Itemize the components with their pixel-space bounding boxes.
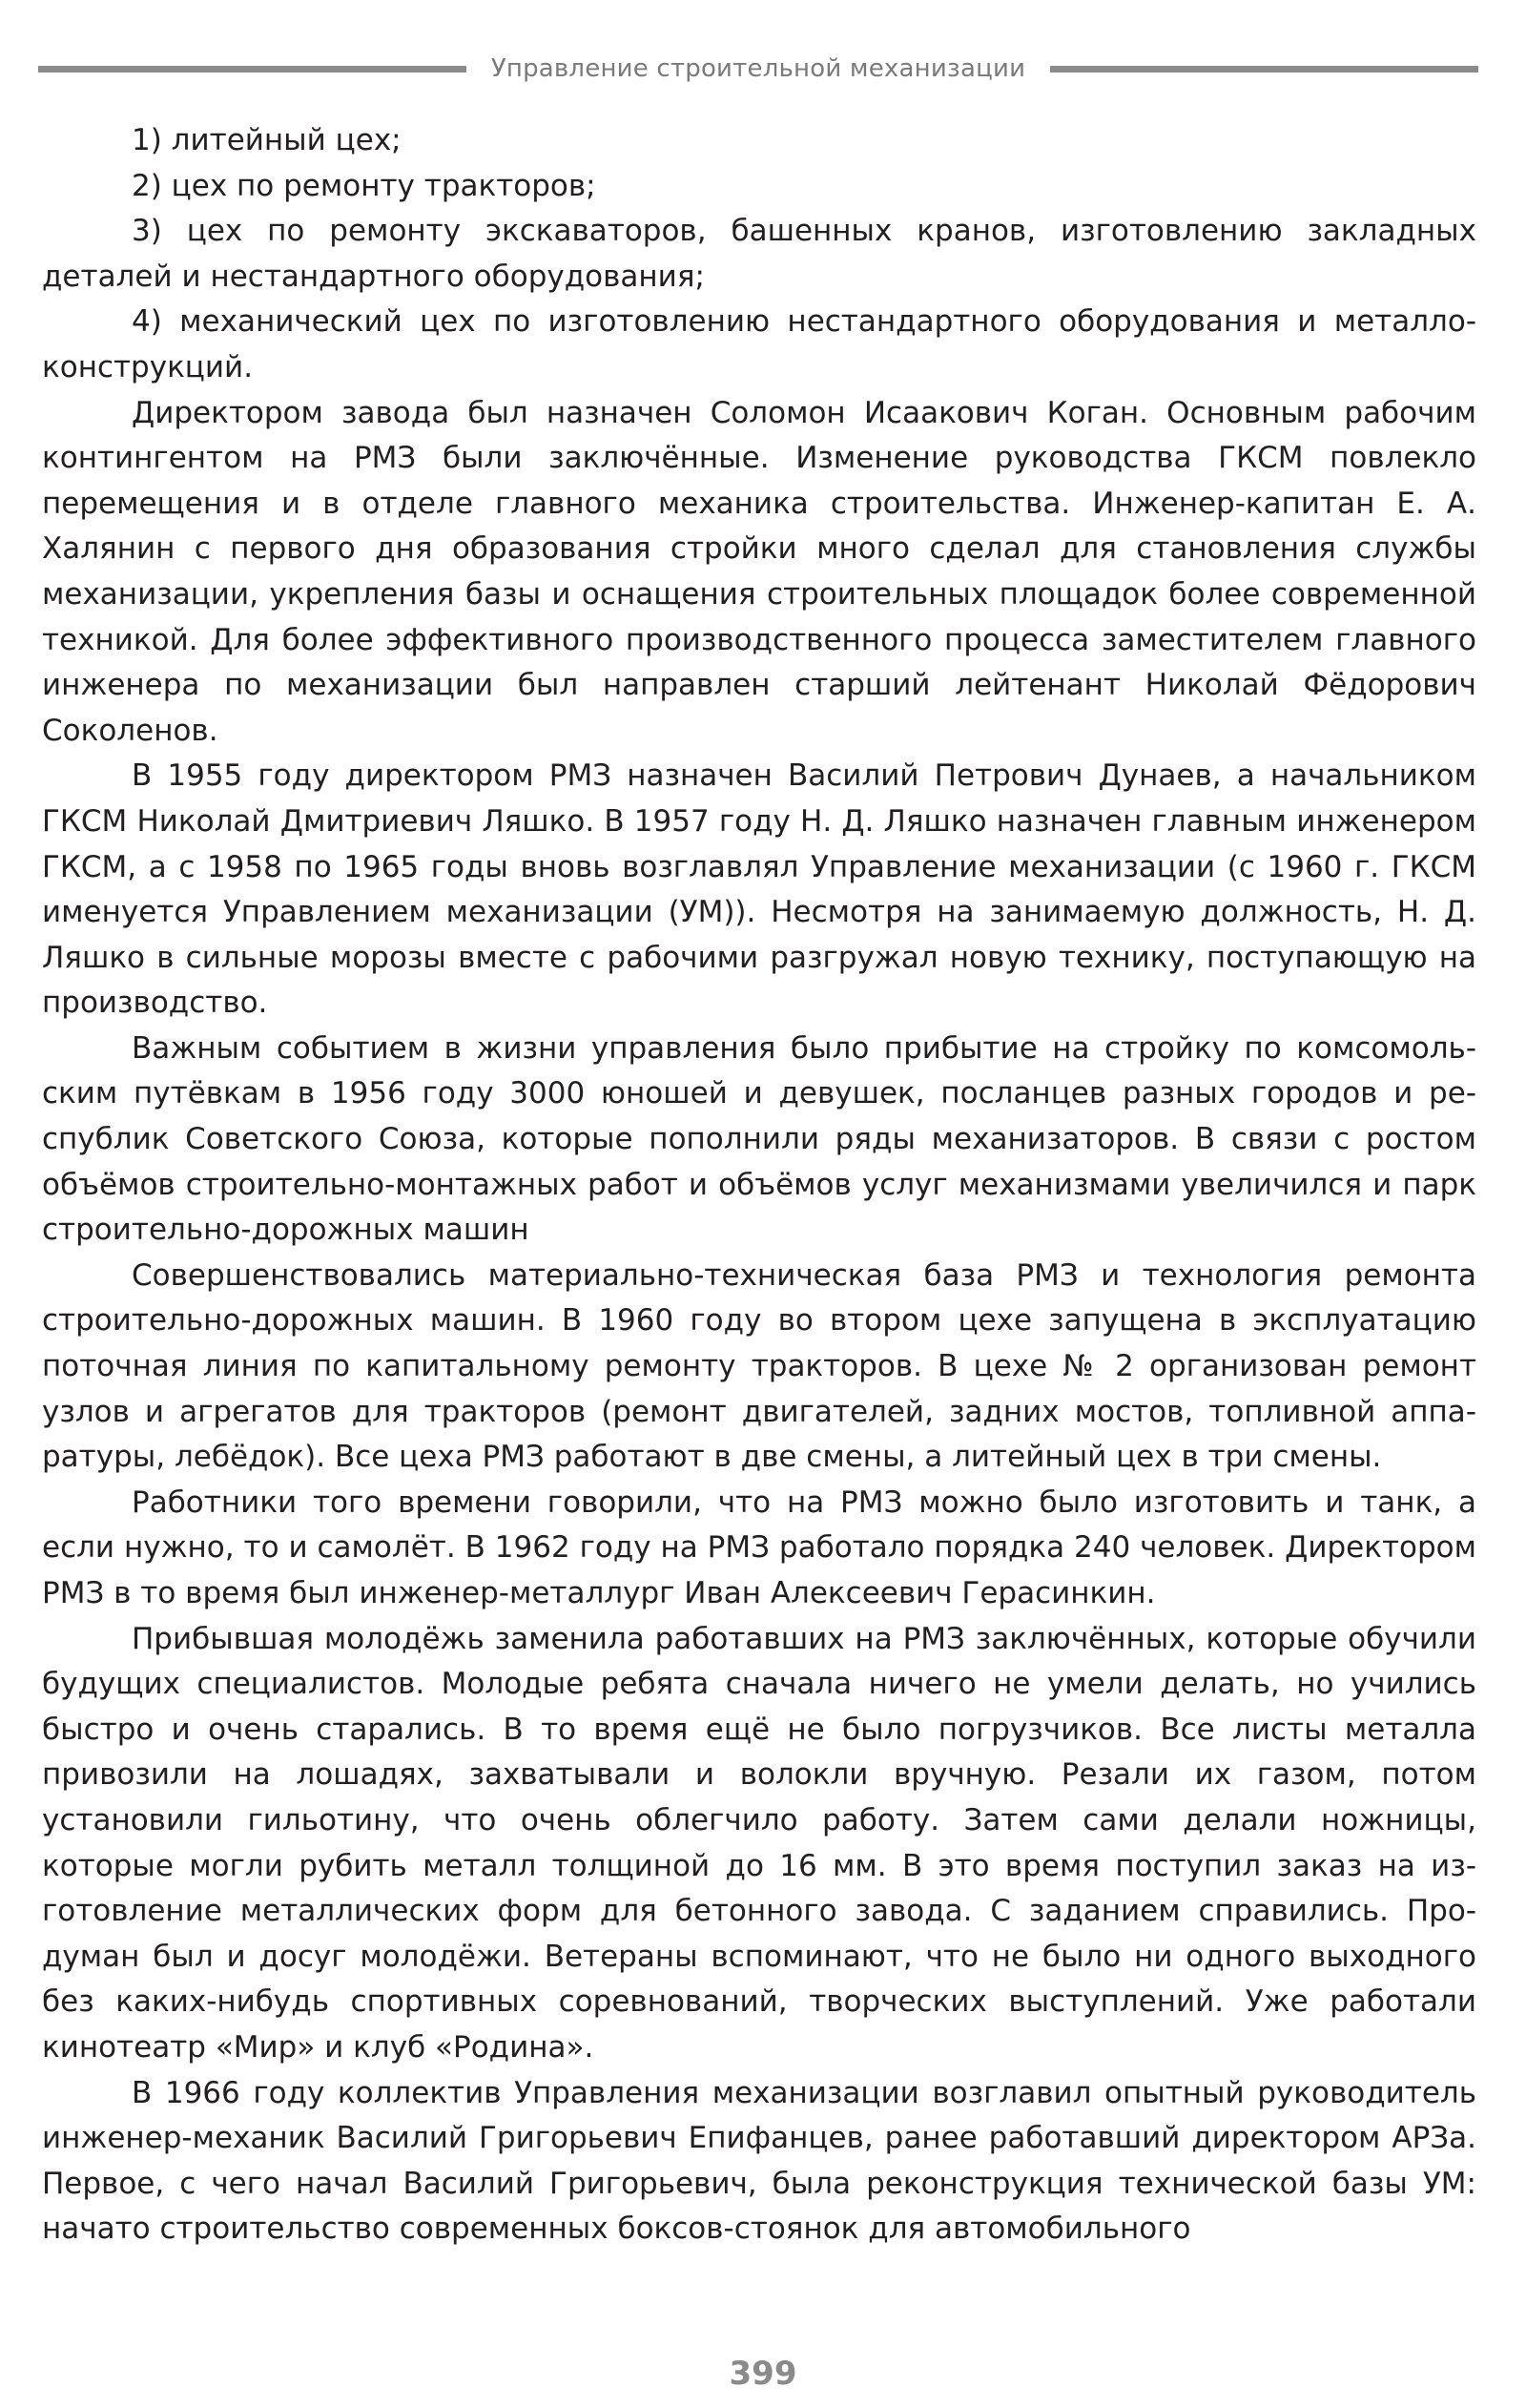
header-rule-left (38, 66, 466, 73)
list-item-foundry: 1) литейный цех; (132, 123, 402, 157)
list-item-mechanical-shop: 4) механический цех по изготовлению нестандартного оборудования и металлоконструкций. (42, 304, 1476, 384)
header-rule-right (1050, 66, 1478, 73)
paragraph-1966-epifantsev: В 1966 году коллектив Управления механизации возглавил опытный руководитель инженер-механик Василий Григорьевич Епифанцев, ранее работавший директором АРЗа. Первое, с чего начал Василий Григорьевич, была реконструкция технической базы УМ: начато строительство современных боксов-стоянок для автомобильного (42, 2075, 1476, 2246)
paragraph-komsomol-arrival: Важным событием в жизни управления было прибытие на стройку по комсомольским путёвкам в 1956 году 3000 юношей и девушек, посланцев разных городов и республик Советского Союза, которые пополнили ряды механизаторов. В связи с ростом объёмов строительно-монтажных работ и объёмов услуг механизмами увеличился и парк строительно-дорожных машин (42, 1030, 1476, 1248)
paragraph-rmz-workers: Работники того времени говорили, что на РМЗ можно было изготовить и танк, а если нужно, то и самолёт. В 1962 году на РМЗ работало порядка 240 человек. Директором РМЗ в то время был инженер-металлург Иван Алексеевич Герасинкин. (42, 1484, 1476, 1610)
paragraph-rmz-improvement: Совершенствовались материально-техническая база РМЗ и технология ремонта строительно-дорожных машин. В 1960 году во втором цехе запущена в эксплуатацию поточная линия по капитальному ремонту тракторов. В цехе № 2 организован ремонт узлов и агрегатов для тракторов (ремонт двигателей, задних мостов, топливной аппаратуры, лебёдок). Все цеха РМЗ работают в две смены, а литейный цех в три смены. (42, 1257, 1476, 1475)
list-item-tractor-repair: 2) цех по ремонту тракторов; (132, 168, 596, 203)
page-number: 399 (729, 2355, 797, 2393)
running-header-title: Управление строительной механизации (490, 54, 1026, 83)
page-body (42, 118, 1476, 2246)
paragraph-youth: Прибывшая молодёжь заменила работавших на РМЗ заключённых, которые обучили будущих специалистов. Молодые ребята сначала ничего не умели делать, но учились быстро и очень старались. В то время ещё не было погрузчиков. Все листы металла привозили на лошадях, захватывали и волокли вручную. Резали их газом, потом установили гильотину, что очень облегчило работу. Затем сами делали ножницы, которые могли рубить металл толщиной до 16 мм. В это время поступил заказ на изготовление металлических форм для бетонного завода. С заданием справились. Продуман был и досуг молодёжи. Ветераны вспоминают, что не было ни одного выходного без каких-нибудь спортивных соревнований, творческих выступлений. Уже работали кинотеатр «Мир» и клуб «Родина». (42, 1621, 1476, 2065)
paragraph-1955-dunaev: В 1955 году директором РМЗ назначен Василий Петрович Дунаев, а начальником ГКСМ Николай Дмитриевич Ляшко. В 1957 году Н. Д. Ляшко назначен главным инженером ГКСМ, а с 1958 по 1965 годы вновь возглавлял Управление механизации (с 1960 г. ГКСМ именуется Управлением механизации (УМ)). Несмотря на занимаемую должность, Н. Д. Ляшко в сильные морозы вместе с рабочими разгружал новую технику, поступающую на производство. (42, 758, 1476, 1021)
paragraph-director-kogan: Директором завода был назначен Соломон Исаакович Коган. Основным рабочим контингентом на РМЗ были заключённые. Изменение руководства ГКСМ повлекло перемещения и в отделе главного механика строительства. Инженер-капитан Е. А. Халянин с первого дня образования стройки много сделал для становления службы механизации, укрепления базы и оснащения строительных площадок более современной техникой. Для более эффективного производственного процесса заместителем главного инженера по механизации был направлен старший лейтенант Николай Фёдорович Соколенов. (42, 395, 1476, 748)
running-header (38, 42, 1478, 95)
list-item-excavator-repair: 3) цех по ремонту экскаваторов, башенных кранов, изготовлению закладных деталей и нестандартного оборудования; (42, 214, 1476, 294)
